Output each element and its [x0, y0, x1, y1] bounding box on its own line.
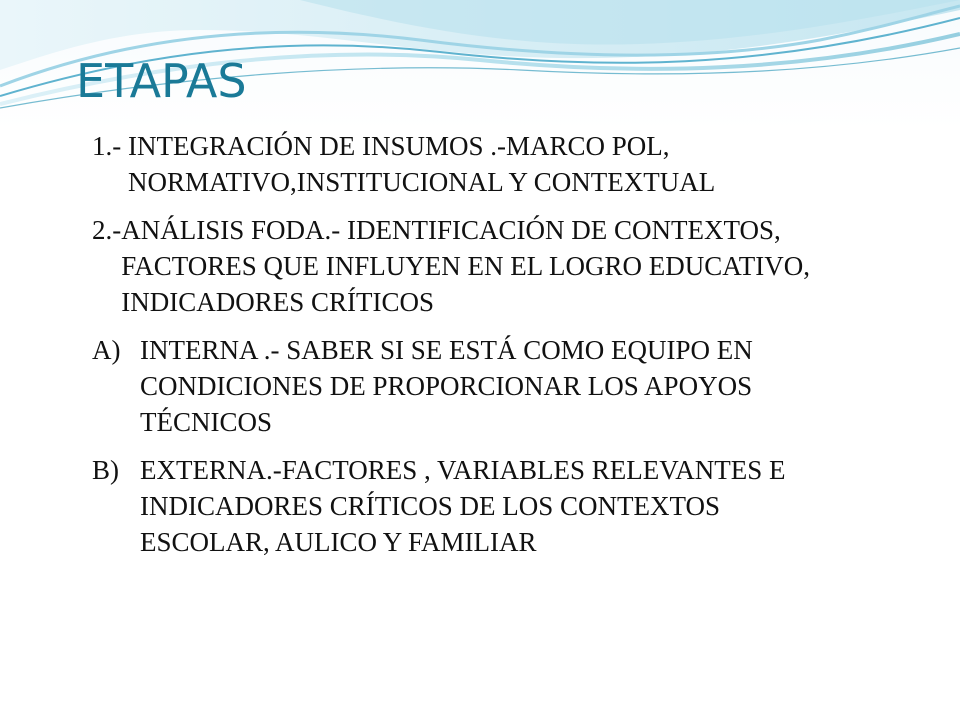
list-item-marker: B): [92, 455, 119, 485]
list-item: [92, 332, 832, 440]
list-item-text: EXTERNA.-FACTORES , VARIABLES RELEVANTES E INDICADORES CRÍTICOS DE LOS CONTEXTOS ESCOLAR, AULICO Y FAMILIAR: [140, 455, 786, 557]
content-list: [92, 128, 832, 572]
list-item-marker: A): [92, 335, 121, 365]
list-item: [92, 452, 832, 560]
slide-title: ETAPAS: [76, 54, 247, 108]
list-item-text: INTERNA .- SABER SI SE ESTÁ COMO EQUIPO EN CONDICIONES DE PROPORCIONAR LOS APOYOS TÉCNICOS: [140, 335, 753, 437]
list-item-marker: 2.-: [92, 215, 122, 245]
list-item-marker: 1.-: [92, 131, 128, 161]
list-item: [92, 212, 832, 320]
list-item: [92, 128, 832, 200]
list-item-text: ANÁLISIS FODA.- IDENTIFICACIÓN DE CONTEXTOS, FACTORES QUE INFLUYEN EN EL LOGRO EDUCATIVO, INDICADORES CRÍTICOS: [121, 215, 810, 317]
list-item-text: INTEGRACIÓN DE INSUMOS .-MARCO POL, NORMATIVO,INSTITUCIONAL Y CONTEXTUAL: [128, 131, 716, 197]
